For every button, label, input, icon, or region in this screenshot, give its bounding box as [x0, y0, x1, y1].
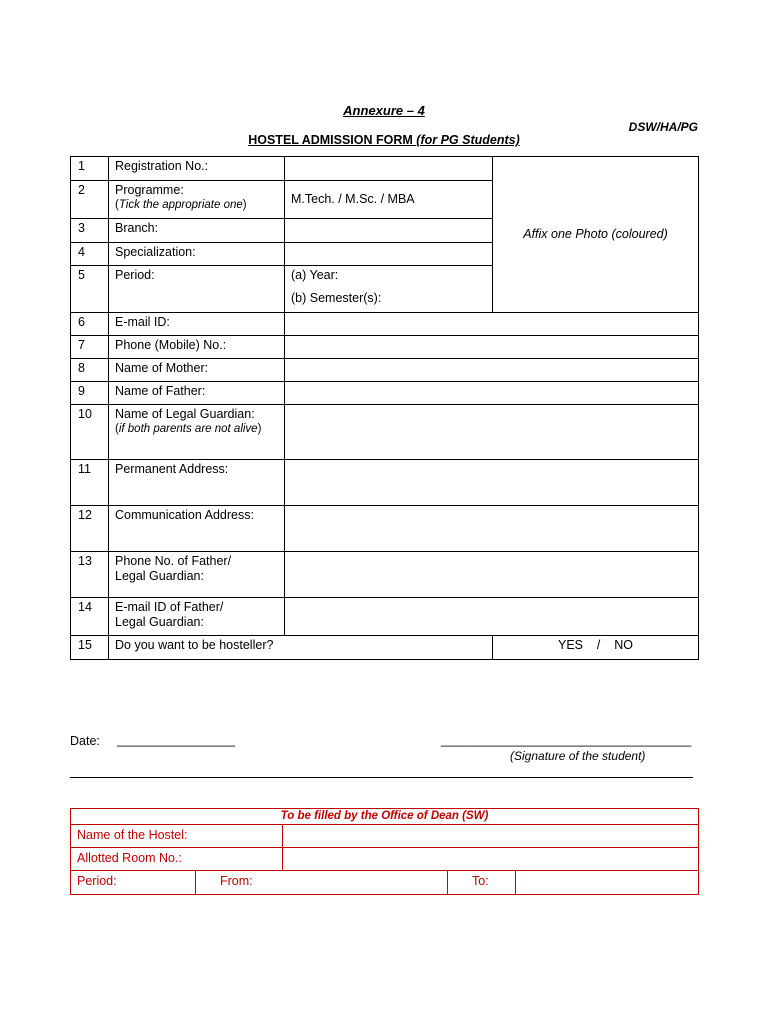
table-row: [71, 460, 699, 506]
table-row: [71, 552, 699, 598]
table-row: [71, 382, 699, 405]
form-title-sub: (for PG Students): [416, 133, 520, 147]
row-number: 1: [71, 157, 109, 181]
field-label-specialization: Specialization:: [109, 243, 285, 266]
guardian-name-field[interactable]: [285, 405, 699, 460]
phone-field[interactable]: [285, 336, 699, 359]
field-label-communication-address: Communication Address:: [109, 506, 285, 552]
field-label-guardian-email: E-mail ID of Father/ Legal Guardian:: [109, 598, 285, 636]
photo-box: [493, 157, 699, 313]
branch-field[interactable]: [285, 219, 493, 243]
row-number: 9: [71, 382, 109, 405]
signature-line[interactable]: ____________________________________: [441, 733, 692, 747]
row-number: 5: [71, 266, 109, 313]
field-label-hostel-name: Name of the Hostel:: [71, 825, 283, 848]
permanent-address-field[interactable]: [285, 460, 699, 506]
row-number: 6: [71, 313, 109, 336]
hosteller-choice[interactable]: YES / NO: [493, 636, 699, 660]
signature-caption: (Signature of the student): [510, 749, 646, 763]
row-number: 13: [71, 552, 109, 598]
row-number: 11: [71, 460, 109, 506]
field-label-mother: Name of Mother:: [109, 359, 285, 382]
office-heading: To be filled by the Office of Dean (SW): [71, 809, 699, 825]
field-label-programme: Programme: (Tick the appropriate one): [109, 181, 285, 219]
field-label-phone: Phone (Mobile) No.:: [109, 336, 285, 359]
row-number: 7: [71, 336, 109, 359]
period-to-field[interactable]: [448, 871, 516, 895]
field-label-period: Period:: [109, 266, 285, 313]
field-label-guardian: Name of Legal Guardian: (if both parents are not alive): [109, 405, 285, 460]
section-divider: [70, 777, 693, 778]
table-row: [71, 157, 699, 181]
date-line[interactable]: _________________: [117, 733, 236, 747]
field-label-hosteller: Do you want to be hosteller?: [109, 636, 493, 660]
field-label-guardian-phone: Phone No. of Father/ Legal Guardian:: [109, 552, 285, 598]
row-number: 10: [71, 405, 109, 460]
table-row: [71, 598, 699, 636]
registration-field[interactable]: [285, 157, 493, 181]
table-row: [71, 506, 699, 552]
annexure-heading: Annexure – 4: [343, 103, 425, 118]
guardian-phone-field[interactable]: [285, 552, 699, 598]
row-number: 2: [71, 181, 109, 219]
admission-form-table: [70, 156, 699, 660]
office-use-table: [70, 808, 699, 895]
table-row: [71, 636, 699, 660]
father-name-field[interactable]: [285, 382, 699, 405]
form-title-main: HOSTEL ADMISSION FORM: [248, 133, 413, 147]
table-row: [71, 359, 699, 382]
field-label-father: Name of Father:: [109, 382, 285, 405]
communication-address-field[interactable]: [285, 506, 699, 552]
row-number: 14: [71, 598, 109, 636]
field-label-registration: Registration No.:: [109, 157, 285, 181]
table-row: [71, 871, 699, 895]
table-row: [71, 313, 699, 336]
field-label-office-period: Period:: [71, 871, 196, 895]
mother-name-field[interactable]: [285, 359, 699, 382]
table-row: [71, 809, 699, 825]
period-semester-field[interactable]: (b) Semester(s):: [285, 289, 493, 313]
row-number: 8: [71, 359, 109, 382]
row-number: 15: [71, 636, 109, 660]
field-label-email: E-mail ID:: [109, 313, 285, 336]
form-code: DSW/HA/PG: [628, 120, 698, 134]
hostel-name-field[interactable]: [283, 825, 699, 848]
row-number: 4: [71, 243, 109, 266]
field-label-branch: Branch:: [109, 219, 285, 243]
programme-options[interactable]: M.Tech. / M.Sc. / MBA: [285, 181, 493, 219]
field-label-to: To:: [472, 874, 489, 888]
specialization-field[interactable]: [285, 243, 493, 266]
table-row: [71, 336, 699, 359]
table-row: [71, 825, 699, 848]
period-year-field[interactable]: (a) Year:: [285, 266, 493, 289]
photo-instruction: Affix one Photo (coloured): [523, 227, 668, 241]
row-number: 3: [71, 219, 109, 243]
period-from-field[interactable]: [196, 871, 448, 895]
field-label-permanent-address: Permanent Address:: [109, 460, 285, 506]
field-label-room-no: Allotted Room No.:: [71, 848, 283, 871]
period-to-value-field[interactable]: [516, 871, 699, 895]
room-no-field[interactable]: [283, 848, 699, 871]
form-title: [0, 133, 768, 147]
date-label: Date:: [70, 734, 100, 748]
table-row: [71, 405, 699, 460]
table-row: [71, 848, 699, 871]
row-number: 12: [71, 506, 109, 552]
guardian-email-field[interactable]: [285, 598, 699, 636]
email-field[interactable]: [285, 313, 699, 336]
field-label-from: From:: [220, 874, 253, 888]
